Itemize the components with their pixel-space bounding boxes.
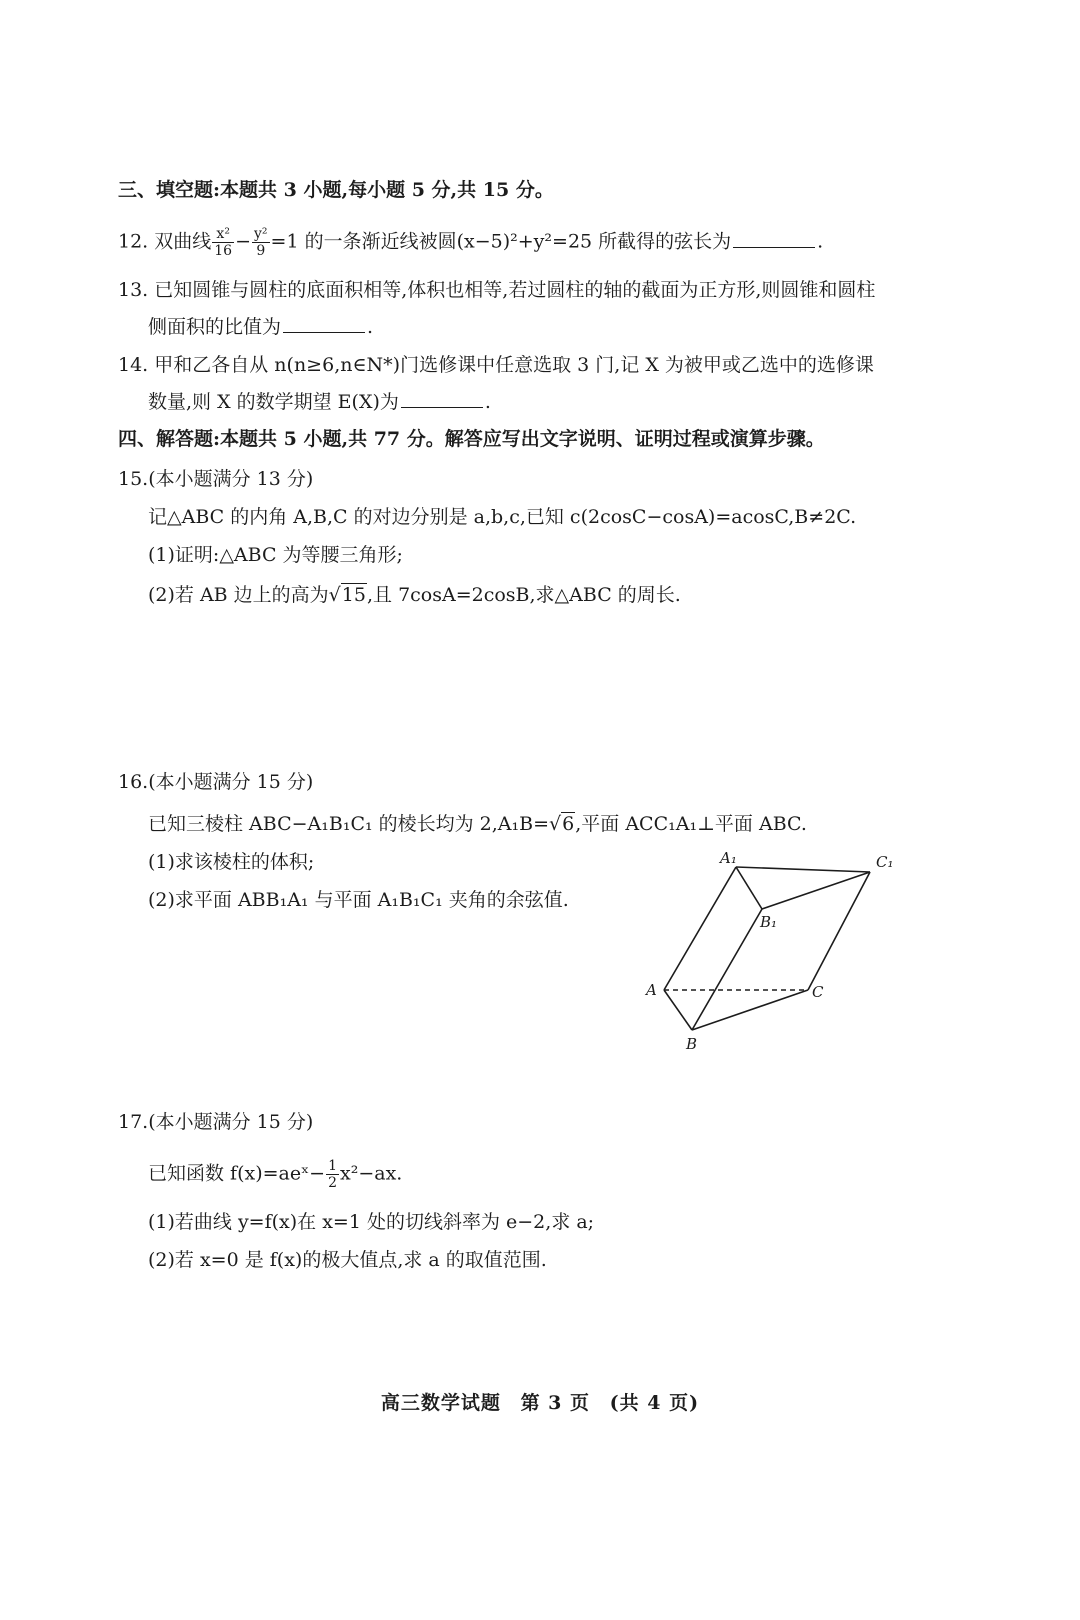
edge-a1-b1 <box>736 867 762 909</box>
section-3-heading: 三、填空题:本题共 3 小题,每小题 5 分,共 15 分。 <box>118 179 554 201</box>
question-12: 12. 双曲线 $\frac{\text{x²}}{16}$ − $\frac{\text{y²}}{9}$ =1 的一条渐近线被圆(x−5)²+y²=25 所截得的弦长为 . <box>118 226 824 259</box>
q12-fraction-2: $\frac{\text{y²}}{9}$ <box>254 226 268 259</box>
label-a1: A₁ <box>720 849 737 867</box>
q17-part-2: (2)若 x=0 是 f(x)的极大值点,求 a 的取值范围. <box>148 1249 547 1271</box>
q12-fraction-1: $\frac{\text{x²}}{16}$ <box>214 226 233 259</box>
edge-b-b1 <box>692 909 762 1030</box>
q15-title: 15.(本小题满分 13 分) <box>118 468 314 490</box>
q14-line-1: 14. 甲和乙各自从 n(n≥6,n∈N*)门选修课中任意选取 3 门,记 X 为被甲或乙选中的选修课 <box>118 354 874 376</box>
q15-stem: 记△ABC 的内角 A,B,C 的对边分别是 a,b,c,已知 c(2cosC−cosA)=acosC,B≠2C. <box>148 506 857 528</box>
q13-line-2: 侧面积的比值为 . <box>148 316 374 338</box>
q14-line-2: 数量,则 X 的数学期望 E(X)为 . <box>148 391 491 413</box>
q17-part-1: (1)若曲线 y=f(x)在 x=1 处的切线斜率为 e−2,求 a; <box>148 1211 595 1233</box>
q13-line-1: 13. 已知圆锥与圆柱的底面积相等,体积也相等,若过圆柱的轴的截面为正方形,则圆锥和圆柱 <box>118 279 876 301</box>
label-c1: C₁ <box>876 853 894 871</box>
q14-answer-blank[interactable] <box>401 389 483 408</box>
triangular-prism-figure <box>640 845 930 1055</box>
q12-answer-blank[interactable] <box>733 229 815 248</box>
q16-title: 16.(本小题满分 15 分) <box>118 771 314 793</box>
footer-subject: 高三数学试题 <box>380 1392 501 1414</box>
q16-part-1: (1)求该棱柱的体积; <box>148 851 315 873</box>
label-a: A <box>646 981 657 999</box>
q12-prefix: 12. 双曲线 <box>118 230 212 253</box>
q16-stem: 已知三棱柱 ABC−A₁B₁C₁ 的棱长均为 2,A₁B=√6,平面 ACC₁A₁⊥平面 ABC. <box>148 813 807 835</box>
q17-stem: 已知函数 f(x)=aeˣ− $\frac{1}{2}$ x²−ax. <box>148 1158 403 1191</box>
edge-a-b <box>664 990 692 1030</box>
footer-total-pages: (共 4 页) <box>609 1392 700 1414</box>
edge-a1-c1 <box>736 867 870 872</box>
label-c: C <box>812 983 824 1001</box>
edge-b-c <box>692 990 808 1030</box>
footer-page-number: 第 3 页 <box>520 1392 591 1414</box>
label-b1: B₁ <box>760 913 778 931</box>
q15-part-2: (2)若 AB 边上的高为√15,且 7cosA=2cosB,求△ABC 的周长. <box>148 584 681 606</box>
q13-answer-blank[interactable] <box>283 314 365 333</box>
page-footer <box>0 1388 1080 1415</box>
section-4-heading: 四、解答题:本题共 5 小题,共 77 分。解答应写出文字说明、证明过程或演算步骤。 <box>118 428 825 450</box>
q12-suffix: =1 的一条渐近线被圆(x−5)²+y²=25 所截得的弦长为 <box>270 230 732 253</box>
q17-fraction: $\frac{1}{2}$ <box>328 1158 337 1191</box>
q15-part-1: (1)证明:△ABC 为等腰三角形; <box>148 544 403 566</box>
q16-part-2: (2)求平面 ABB₁A₁ 与平面 A₁B₁C₁ 夹角的余弦值. <box>148 889 569 911</box>
q17-title: 17.(本小题满分 15 分) <box>118 1111 314 1133</box>
label-b: B <box>686 1035 698 1053</box>
